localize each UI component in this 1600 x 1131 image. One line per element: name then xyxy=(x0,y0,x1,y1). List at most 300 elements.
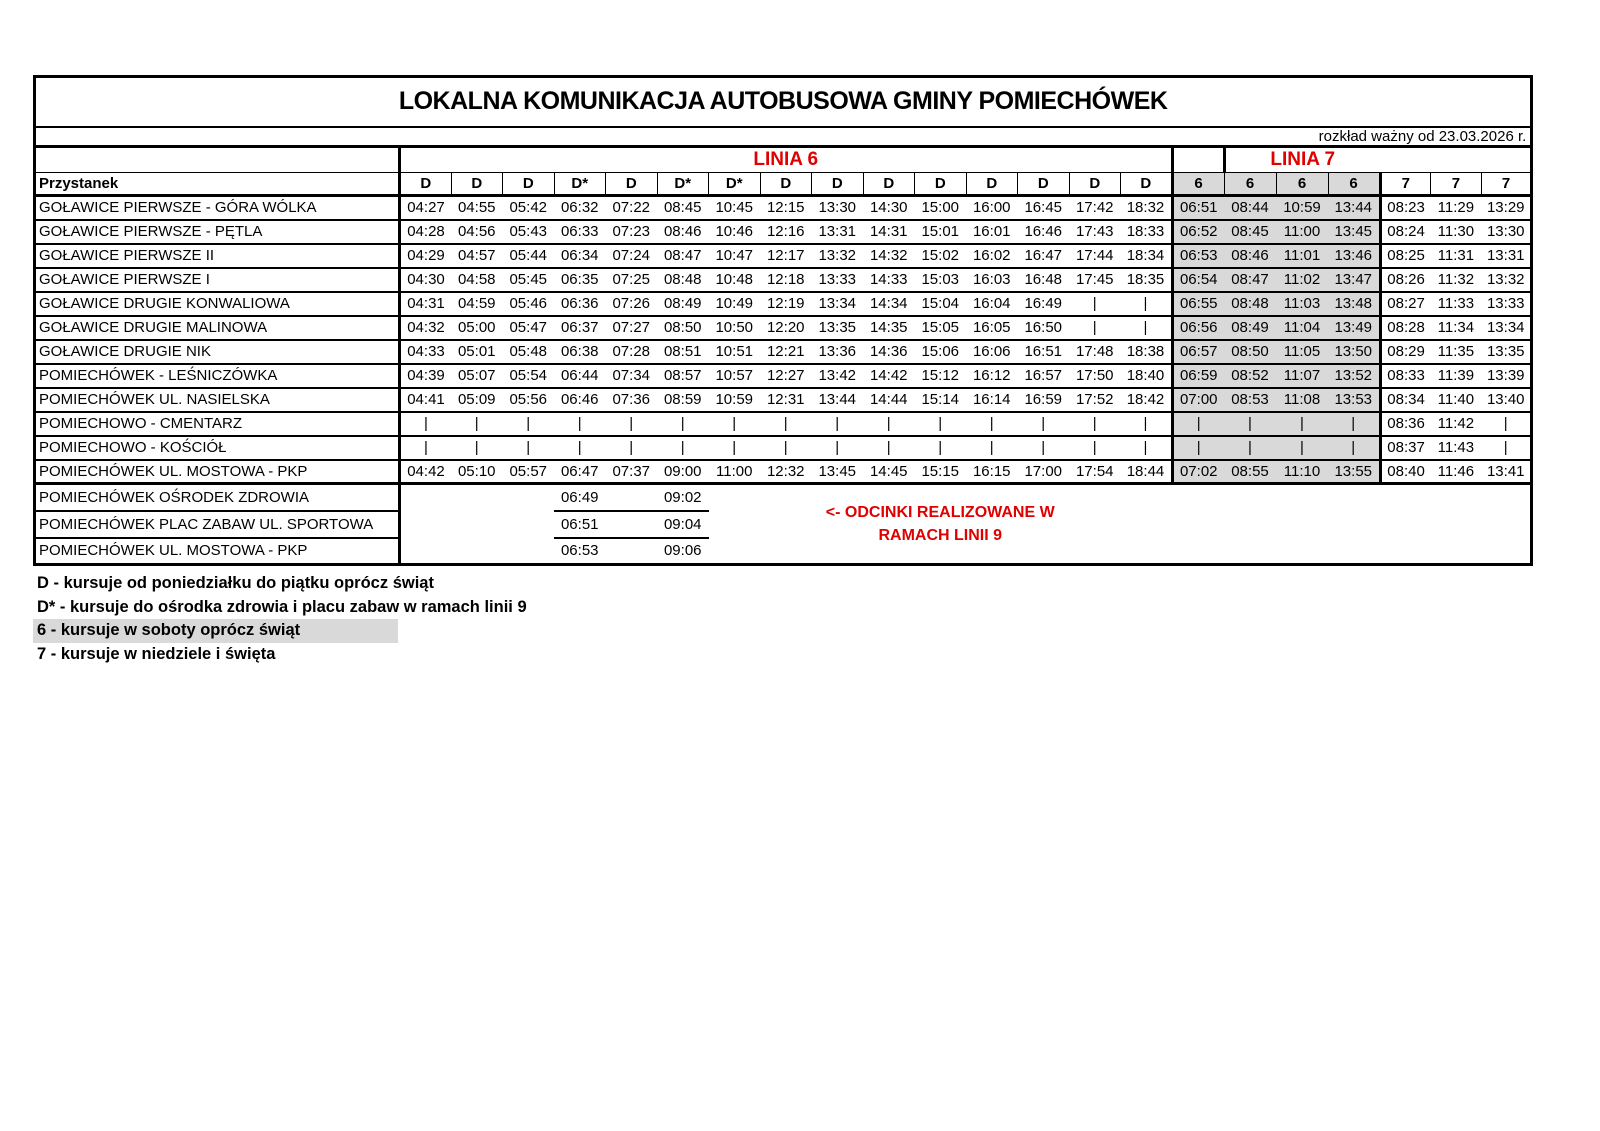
column-type-header: 6 xyxy=(1172,173,1224,196)
time-cell: 07:28 xyxy=(606,340,658,364)
skip-cell: | xyxy=(554,436,606,460)
time-cell: 13:33 xyxy=(1481,292,1532,316)
skip-cell: | xyxy=(1018,436,1070,460)
time-cell: 04:42 xyxy=(400,460,452,484)
table-row xyxy=(35,316,1532,340)
time-cell: 18:38 xyxy=(1121,340,1173,364)
time-cell: 06:55 xyxy=(1172,292,1224,316)
time-cell: 08:37 xyxy=(1380,436,1431,460)
time-cell: 13:42 xyxy=(812,364,864,388)
time-cell: 13:32 xyxy=(812,244,864,268)
column-type-header: D xyxy=(1018,173,1070,196)
extension-body xyxy=(35,484,1532,565)
time-cell: 15:01 xyxy=(915,220,967,244)
time-cell: 13:48 xyxy=(1328,292,1380,316)
empty-cell xyxy=(400,538,555,565)
skip-cell: | xyxy=(863,412,915,436)
column-type-header: D xyxy=(400,173,452,196)
skip-cell: | xyxy=(1121,316,1173,340)
time-cell: 17:50 xyxy=(1069,364,1121,388)
linia9-note-line2: RAMACH LINII 9 xyxy=(878,527,1003,544)
skip-cell: | xyxy=(400,412,452,436)
page-title: LOKALNA KOMUNIKACJA AUTOBUSOWA GMINY POMIECHÓWEK xyxy=(35,77,1532,127)
time-cell: 08:50 xyxy=(657,316,709,340)
time-cell: 12:15 xyxy=(760,196,812,220)
column-type-header: D* xyxy=(709,173,761,196)
column-type-header: D xyxy=(1069,173,1121,196)
time-cell: 12:19 xyxy=(760,292,812,316)
time-cell: 13:53 xyxy=(1328,388,1380,412)
time-cell: 07:24 xyxy=(606,244,658,268)
time-cell: 04:59 xyxy=(451,292,503,316)
time-cell: 17:52 xyxy=(1069,388,1121,412)
time-cell: 15:06 xyxy=(915,340,967,364)
time-cell: 10:59 xyxy=(709,388,761,412)
stop-name-cell: GOŁAWICE PIERWSZE - GÓRA WÓLKA xyxy=(35,196,400,220)
time-cell: 13:49 xyxy=(1328,316,1380,340)
time-cell: 14:44 xyxy=(863,388,915,412)
time-cell: 05:09 xyxy=(451,388,503,412)
skip-cell: | xyxy=(657,436,709,460)
time-cell: 04:33 xyxy=(400,340,452,364)
stop-name-cell: POMIECHÓWEK PLAC ZABAW UL. SPORTOWA xyxy=(35,511,400,538)
timetable-sheet xyxy=(33,75,1530,666)
time-cell: 11:31 xyxy=(1431,244,1482,268)
time-cell: 11:01 xyxy=(1276,244,1328,268)
time-cell: 11:46 xyxy=(1431,460,1482,484)
skip-cell: | xyxy=(1172,412,1224,436)
time-cell: 16:51 xyxy=(1018,340,1070,364)
time-cell: 18:42 xyxy=(1121,388,1173,412)
time-cell: 04:56 xyxy=(451,220,503,244)
time-cell: 13:30 xyxy=(812,196,864,220)
skip-cell: | xyxy=(1069,292,1121,316)
table-row xyxy=(35,268,1532,292)
column-type-header: 6 xyxy=(1328,173,1380,196)
time-cell: 16:05 xyxy=(966,316,1018,340)
time-cell: 18:33 xyxy=(1121,220,1173,244)
skip-cell: | xyxy=(1172,436,1224,460)
skip-cell: | xyxy=(812,436,864,460)
time-cell: 16:12 xyxy=(966,364,1018,388)
time-cell: 04:32 xyxy=(400,316,452,340)
stop-name-cell: GOŁAWICE PIERWSZE II xyxy=(35,244,400,268)
time-cell: 16:49 xyxy=(1018,292,1070,316)
time-cell: 04:29 xyxy=(400,244,452,268)
column-type-header: D xyxy=(606,173,658,196)
skip-cell: | xyxy=(554,412,606,436)
time-cell: 17:44 xyxy=(1069,244,1121,268)
time-cell: 11:07 xyxy=(1276,364,1328,388)
table-row xyxy=(35,412,1532,436)
skip-cell: | xyxy=(1069,316,1121,340)
skip-cell: | xyxy=(1069,412,1121,436)
time-cell: 07:22 xyxy=(606,196,658,220)
column-type-header: D* xyxy=(657,173,709,196)
time-cell: 11:34 xyxy=(1431,316,1482,340)
time-cell: 04:27 xyxy=(400,196,452,220)
time-cell: 06:57 xyxy=(1172,340,1224,364)
time-cell: 07:34 xyxy=(606,364,658,388)
time-cell: 08:53 xyxy=(1224,388,1276,412)
time-cell: 05:07 xyxy=(451,364,503,388)
time-cell: 08:47 xyxy=(657,244,709,268)
time-cell: 13:34 xyxy=(812,292,864,316)
time-cell: 06:44 xyxy=(554,364,606,388)
time-cell: 16:15 xyxy=(966,460,1018,484)
time-cell: 05:01 xyxy=(451,340,503,364)
time-cell: 08:28 xyxy=(1380,316,1431,340)
time-cell: 13:32 xyxy=(1481,268,1532,292)
time-cell: 16:47 xyxy=(1018,244,1070,268)
time-cell: 05:47 xyxy=(503,316,555,340)
time-cell: 05:44 xyxy=(503,244,555,268)
time-cell: 13:34 xyxy=(1481,316,1532,340)
time-cell: 16:46 xyxy=(1018,220,1070,244)
time-cell: 17:42 xyxy=(1069,196,1121,220)
time-cell: 12:20 xyxy=(760,316,812,340)
table-row xyxy=(35,244,1532,268)
time-cell: 14:36 xyxy=(863,340,915,364)
time-cell: 11:35 xyxy=(1431,340,1482,364)
skip-cell: | xyxy=(1121,412,1173,436)
time-cell: 08:46 xyxy=(1224,244,1276,268)
time-cell: 16:14 xyxy=(966,388,1018,412)
time-cell: 12:18 xyxy=(760,268,812,292)
skip-cell: | xyxy=(451,412,503,436)
time-cell: 06:56 xyxy=(1172,316,1224,340)
time-cell: 16:50 xyxy=(1018,316,1070,340)
empty-cell xyxy=(606,511,658,538)
time-cell: 07:37 xyxy=(606,460,658,484)
time-cell: 06:53 xyxy=(1172,244,1224,268)
stop-name-cell: POMIECHÓWEK OŚRODEK ZDROWIA xyxy=(35,484,400,511)
time-cell: 16:48 xyxy=(1018,268,1070,292)
time-cell: 07:23 xyxy=(606,220,658,244)
time-cell: 11:39 xyxy=(1431,364,1482,388)
column-type-header: D xyxy=(760,173,812,196)
table-row xyxy=(35,340,1532,364)
time-cell: 04:58 xyxy=(451,268,503,292)
column-type-header: D* xyxy=(554,173,606,196)
time-cell: 08:51 xyxy=(657,340,709,364)
time-cell: 11:33 xyxy=(1431,292,1482,316)
column-type-header: D xyxy=(503,173,555,196)
column-types-row xyxy=(35,173,1532,196)
time-cell: 08:33 xyxy=(1380,364,1431,388)
time-cell: 10:50 xyxy=(709,316,761,340)
stop-name-cell: POMIECHÓWEK - LEŚNICZÓWKA xyxy=(35,364,400,388)
skip-cell: | xyxy=(451,436,503,460)
skip-cell: | xyxy=(1224,412,1276,436)
time-cell: 06:59 xyxy=(1172,364,1224,388)
time-cell: 04:41 xyxy=(400,388,452,412)
stop-name-cell: GOŁAWICE DRUGIE MALINOWA xyxy=(35,316,400,340)
time-cell: 08:23 xyxy=(1380,196,1431,220)
time-cell: 10:59 xyxy=(1276,196,1328,220)
column-type-header: D xyxy=(915,173,967,196)
time-cell: 16:02 xyxy=(966,244,1018,268)
time-cell: 08:36 xyxy=(1380,412,1431,436)
skip-cell: | xyxy=(1121,292,1173,316)
time-cell: 13:45 xyxy=(812,460,864,484)
validity-note: rozkład ważny od 23.03.2026 r. xyxy=(35,127,1532,147)
time-cell: 13:31 xyxy=(812,220,864,244)
time-cell: 06:52 xyxy=(1172,220,1224,244)
legend-d-star: D* - kursuje do ośrodka zdrowia i placu zabaw w ramach linii 9 xyxy=(37,597,527,616)
time-cell: 06:51 xyxy=(1172,196,1224,220)
time-cell: 13:44 xyxy=(1328,196,1380,220)
column-type-header: D xyxy=(451,173,503,196)
skip-cell: | xyxy=(966,412,1018,436)
time-cell: 16:01 xyxy=(966,220,1018,244)
time-cell: 12:17 xyxy=(760,244,812,268)
time-cell: 11:03 xyxy=(1276,292,1328,316)
time-cell: 08:40 xyxy=(1380,460,1431,484)
linia6-header: LINIA 6 xyxy=(400,147,1173,173)
time-cell: 17:54 xyxy=(1069,460,1121,484)
column-type-header: 7 xyxy=(1431,173,1482,196)
time-cell: 12:21 xyxy=(760,340,812,364)
time-cell: 05:45 xyxy=(503,268,555,292)
time-cell: 13:41 xyxy=(1481,460,1532,484)
linia7-header: LINIA 7 xyxy=(1224,147,1380,173)
column-type-header: 6 xyxy=(1224,173,1276,196)
skip-cell: | xyxy=(709,412,761,436)
time-cell: 05:10 xyxy=(451,460,503,484)
skip-cell: | xyxy=(1328,436,1380,460)
time-cell: 13:47 xyxy=(1328,268,1380,292)
timetable-body xyxy=(35,196,1532,484)
time-cell: 06:37 xyxy=(554,316,606,340)
time-cell: 13:46 xyxy=(1328,244,1380,268)
legend-d: D - kursuje od poniedziałku do piątku oprócz świąt xyxy=(37,574,434,592)
column-type-header: D xyxy=(1121,173,1173,196)
time-cell: 15:14 xyxy=(915,388,967,412)
time-cell: 15:00 xyxy=(915,196,967,220)
time-cell: 11:30 xyxy=(1431,220,1482,244)
time-cell: 09:00 xyxy=(657,460,709,484)
table-row xyxy=(35,292,1532,316)
time-cell: 07:02 xyxy=(1172,460,1224,484)
time-cell: 14:35 xyxy=(863,316,915,340)
time-cell: 08:44 xyxy=(1224,196,1276,220)
time-cell: 10:47 xyxy=(709,244,761,268)
table-row xyxy=(35,196,1532,220)
linia9-note-line1: <- ODCINKI REALIZOWANE W xyxy=(825,504,1055,521)
time-cell: 18:44 xyxy=(1121,460,1173,484)
time-cell: 11:40 xyxy=(1431,388,1482,412)
time-cell: 06:49 xyxy=(554,484,606,511)
time-cell: 08:50 xyxy=(1224,340,1276,364)
timetable-table xyxy=(33,75,1533,566)
skip-cell: | xyxy=(1069,436,1121,460)
time-cell: 08:46 xyxy=(657,220,709,244)
time-cell: 04:57 xyxy=(451,244,503,268)
time-cell: 11:04 xyxy=(1276,316,1328,340)
stop-name-cell: GOŁAWICE PIERWSZE - PĘTLA xyxy=(35,220,400,244)
time-cell: 09:04 xyxy=(657,511,709,538)
time-cell: 15:03 xyxy=(915,268,967,292)
time-cell: 08:59 xyxy=(657,388,709,412)
time-cell: 11:05 xyxy=(1276,340,1328,364)
time-cell: 09:06 xyxy=(663,542,702,560)
time-cell: 08:49 xyxy=(657,292,709,316)
skip-cell: | xyxy=(966,436,1018,460)
time-cell: 11:10 xyxy=(1276,460,1328,484)
time-cell: 08:47 xyxy=(1224,268,1276,292)
time-cell: 04:31 xyxy=(400,292,452,316)
stop-name-cell: GOŁAWICE DRUGIE KONWALIOWA xyxy=(35,292,400,316)
time-cell: 06:47 xyxy=(554,460,606,484)
time-cell: 17:43 xyxy=(1069,220,1121,244)
time-cell: 11:29 xyxy=(1431,196,1482,220)
skip-cell: | xyxy=(1276,436,1328,460)
stop-name-cell: POMIECHOWO - KOŚCIÓŁ xyxy=(35,436,400,460)
skip-cell: | xyxy=(657,412,709,436)
skip-cell: | xyxy=(606,412,658,436)
time-cell: 17:00 xyxy=(1018,460,1070,484)
extension-row xyxy=(35,484,1532,511)
time-cell: 15:05 xyxy=(915,316,967,340)
time-cell: 14:34 xyxy=(863,292,915,316)
time-cell: 16:57 xyxy=(1018,364,1070,388)
time-cell: 13:39 xyxy=(1481,364,1532,388)
time-cell: 08:49 xyxy=(1224,316,1276,340)
time-cell: 07:00 xyxy=(1172,388,1224,412)
skip-cell: | xyxy=(606,436,658,460)
stops-column-header: Przystanek xyxy=(35,173,400,196)
validity-row xyxy=(35,127,1532,147)
time-cell: 13:35 xyxy=(1481,340,1532,364)
time-cell: 07:25 xyxy=(606,268,658,292)
time-cell: 07:26 xyxy=(606,292,658,316)
skip-cell: | xyxy=(1481,436,1532,460)
time-cell: 10:51 xyxy=(709,340,761,364)
skip-cell: | xyxy=(915,412,967,436)
time-cell: 18:34 xyxy=(1121,244,1173,268)
time-cell: 12:32 xyxy=(760,460,812,484)
skip-cell: | xyxy=(1018,412,1070,436)
time-cell: 12:31 xyxy=(760,388,812,412)
time-cell: 11:43 xyxy=(1431,436,1482,460)
time-cell: 06:46 xyxy=(554,388,606,412)
time-cell: 08:45 xyxy=(657,196,709,220)
time-cell: 18:40 xyxy=(1121,364,1173,388)
time-cell: 16:00 xyxy=(966,196,1018,220)
table-row xyxy=(35,436,1532,460)
empty-cell xyxy=(400,511,555,538)
stop-name-cell: POMIECHÓWEK UL. NASIELSKA xyxy=(35,388,400,412)
time-cell: 08:34 xyxy=(1380,388,1431,412)
time-cell: 04:28 xyxy=(400,220,452,244)
time-cell: 13:40 xyxy=(1481,388,1532,412)
time-cell: 08:52 xyxy=(1224,364,1276,388)
time-cell: 08:24 xyxy=(1380,220,1431,244)
time-cell: 06:33 xyxy=(554,220,606,244)
time-cell: 04:39 xyxy=(400,364,452,388)
time-cell: 18:32 xyxy=(1121,196,1173,220)
time-cell: 08:26 xyxy=(1380,268,1431,292)
time-cell: 13:35 xyxy=(812,316,864,340)
time-cell: 17:48 xyxy=(1069,340,1121,364)
time-cell: 14:33 xyxy=(863,268,915,292)
time-cell: 10:45 xyxy=(709,196,761,220)
time-cell: 08:48 xyxy=(1224,292,1276,316)
skip-cell: | xyxy=(503,412,555,436)
time-cell: 08:25 xyxy=(1380,244,1431,268)
time-cell: 15:12 xyxy=(915,364,967,388)
skip-cell: | xyxy=(812,412,864,436)
column-type-header: 7 xyxy=(1380,173,1431,196)
time-cell: 06:35 xyxy=(554,268,606,292)
time-cell: 07:36 xyxy=(606,388,658,412)
column-type-header: 6 xyxy=(1276,173,1328,196)
time-cell: 05:54 xyxy=(503,364,555,388)
time-cell: 13:33 xyxy=(812,268,864,292)
line-header-row xyxy=(35,147,1532,173)
time-cell: 10:49 xyxy=(709,292,761,316)
time-cell: 08:45 xyxy=(1224,220,1276,244)
time-cell: 13:44 xyxy=(812,388,864,412)
saturday-header-spacer xyxy=(1172,147,1224,173)
time-cell: 10:57 xyxy=(709,364,761,388)
time-cell: 05:43 xyxy=(503,220,555,244)
time-cell: 06:54 xyxy=(1172,268,1224,292)
linia9-note-cell xyxy=(709,484,1173,565)
skip-cell: | xyxy=(400,436,452,460)
time-cell: 06:51 xyxy=(554,511,606,538)
skip-cell: | xyxy=(1328,412,1380,436)
time-cell: 13:31 xyxy=(1481,244,1532,268)
time-cell: 12:27 xyxy=(760,364,812,388)
time-cell: 13:55 xyxy=(1328,460,1380,484)
skip-cell: | xyxy=(1481,412,1532,436)
time-cell: 08:48 xyxy=(657,268,709,292)
time-cell: 10:46 xyxy=(709,220,761,244)
time-cell: 11:42 xyxy=(1431,412,1482,436)
time-cell: 09:02 xyxy=(657,484,709,511)
time-cell: 16:04 xyxy=(966,292,1018,316)
time-cell: 08:55 xyxy=(1224,460,1276,484)
stop-name-cell: GOŁAWICE PIERWSZE I xyxy=(35,268,400,292)
time-cell: 07:27 xyxy=(606,316,658,340)
table-row xyxy=(35,388,1532,412)
time-cell: 05:46 xyxy=(503,292,555,316)
empty-cell xyxy=(400,484,555,511)
time-cell: 16:03 xyxy=(966,268,1018,292)
table-row xyxy=(35,220,1532,244)
time-cell: 16:45 xyxy=(1018,196,1070,220)
time-cell: 06:32 xyxy=(554,196,606,220)
line-header-spacer xyxy=(35,147,400,173)
time-cell: 13:45 xyxy=(1328,220,1380,244)
skip-cell: | xyxy=(1224,436,1276,460)
time-cell: 14:42 xyxy=(863,364,915,388)
time-cell: 13:36 xyxy=(812,340,864,364)
skip-cell: | xyxy=(760,436,812,460)
column-type-header: 7 xyxy=(1481,173,1532,196)
stop-name-cell: GOŁAWICE DRUGIE NIK xyxy=(35,340,400,364)
time-cell: 13:52 xyxy=(1328,364,1380,388)
time-cell: 12:16 xyxy=(760,220,812,244)
time-cell: 16:06 xyxy=(966,340,1018,364)
time-cell: 13:50 xyxy=(1328,340,1380,364)
legend-7: 7 - kursuje w niedziele i święta xyxy=(37,644,276,663)
time-cell: 08:57 xyxy=(657,364,709,388)
time-cell: 16:59 xyxy=(1018,388,1070,412)
time-cell: 05:00 xyxy=(451,316,503,340)
